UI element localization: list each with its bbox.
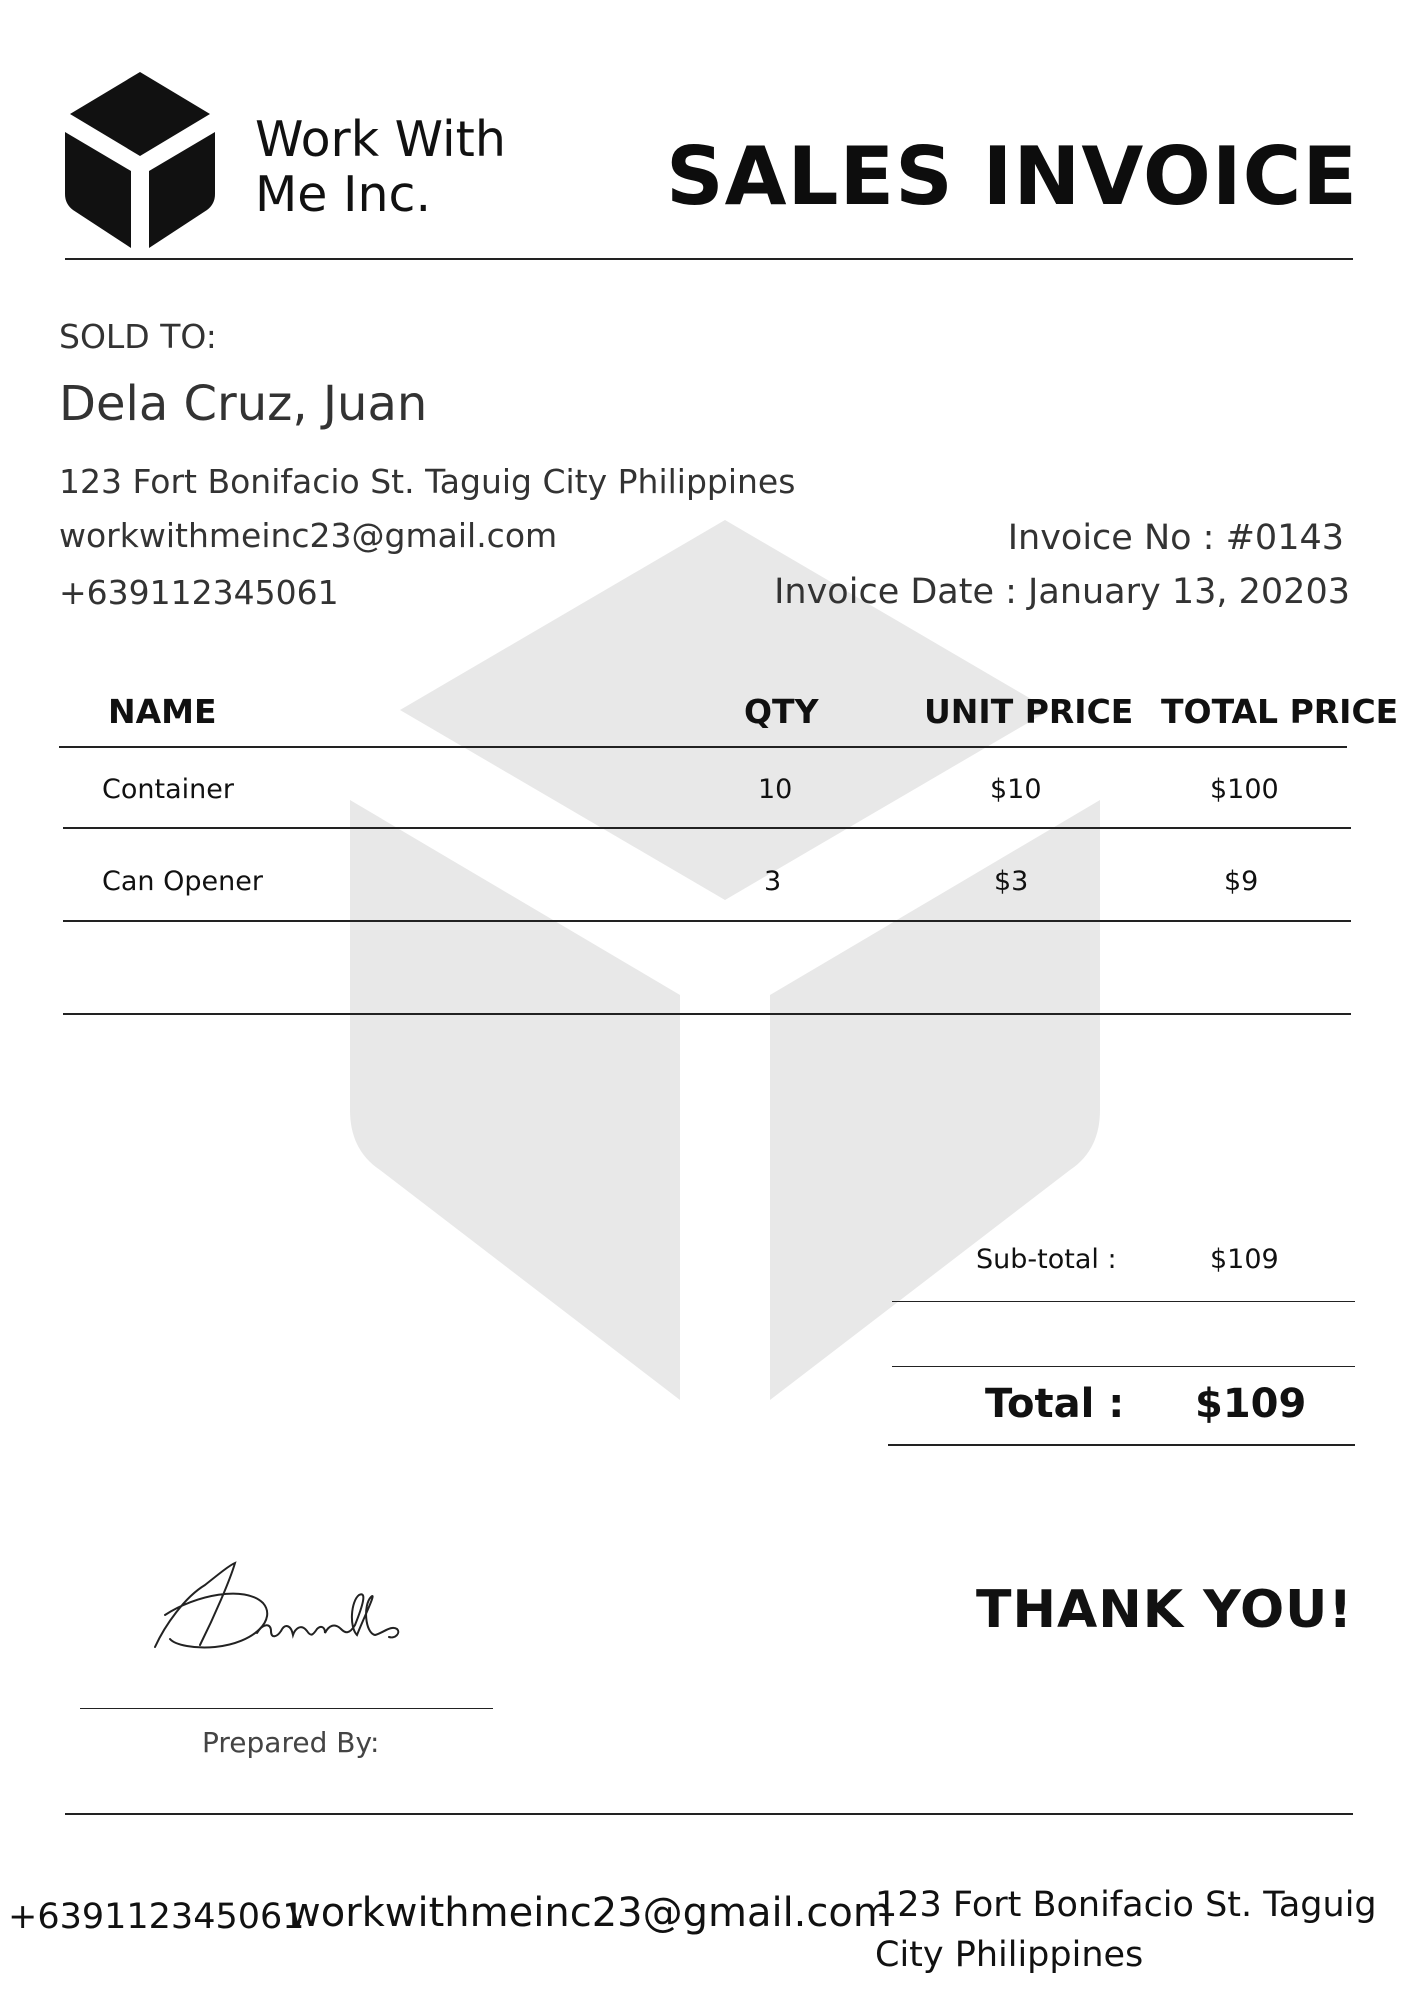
row-1-qty: 10 — [758, 774, 793, 805]
table-header-divider — [59, 746, 1347, 748]
subtotal-value: $109 — [1210, 1244, 1279, 1275]
company-name-line2: Me Inc. — [255, 166, 432, 223]
customer-name: Dela Cruz, Juan — [59, 376, 428, 432]
footer-phone: +639112345061 — [8, 1897, 305, 1937]
summary-spacer-divider — [892, 1366, 1355, 1367]
total-divider — [888, 1444, 1355, 1446]
col-header-total-price: TOTAL PRICE — [1161, 692, 1399, 731]
footer-divider — [65, 1813, 1353, 1815]
row-2-unit-price: $3 — [994, 866, 1029, 897]
row-1-unit-price: $10 — [990, 774, 1042, 805]
footer-address: 123 Fort Bonifacio St. Taguig City Philippines — [875, 1885, 1377, 1975]
col-header-qty: QTY — [744, 692, 819, 731]
signature-image — [145, 1535, 425, 1665]
invoice-number: Invoice No : #0143 — [1007, 518, 1344, 558]
total-label: Total : — [985, 1381, 1125, 1427]
row-2-name: Can Opener — [102, 866, 263, 897]
invoice-title: SALES INVOICE — [666, 130, 1358, 223]
customer-email: workwithmeinc23@gmail.com — [59, 516, 558, 555]
company-name-line1: Work With — [255, 111, 506, 168]
signature-line — [80, 1708, 493, 1709]
table-row-divider — [63, 1013, 1351, 1015]
thank-you-text: THANK YOU! — [976, 1580, 1354, 1640]
subtotal-label: Sub-total : — [976, 1244, 1117, 1275]
footer-email: workwithmeinc23@gmail.com — [288, 1890, 892, 1936]
header-divider — [65, 258, 1353, 260]
col-header-unit-price: UNIT PRICE — [924, 692, 1134, 731]
table-row-divider — [63, 920, 1351, 922]
subtotal-divider — [892, 1301, 1355, 1302]
row-1-total-price: $100 — [1210, 774, 1279, 805]
row-1-name: Container — [102, 774, 234, 805]
row-2-qty: 3 — [764, 866, 782, 897]
sold-to-label: SOLD TO: — [59, 317, 217, 356]
total-value: $109 — [1195, 1381, 1307, 1427]
table-row-divider — [63, 827, 1351, 829]
company-name — [255, 112, 506, 222]
row-2-total-price: $9 — [1224, 866, 1259, 897]
customer-phone: +639112345061 — [59, 573, 339, 612]
col-header-name: NAME — [108, 692, 217, 731]
invoice-date: Invoice Date : January 13, 20203 — [774, 572, 1350, 612]
cube-icon — [65, 72, 215, 248]
customer-address: 123 Fort Bonifacio St. Taguig City Philippines — [59, 462, 796, 501]
prepared-by-label: Prepared By: — [202, 1726, 380, 1759]
